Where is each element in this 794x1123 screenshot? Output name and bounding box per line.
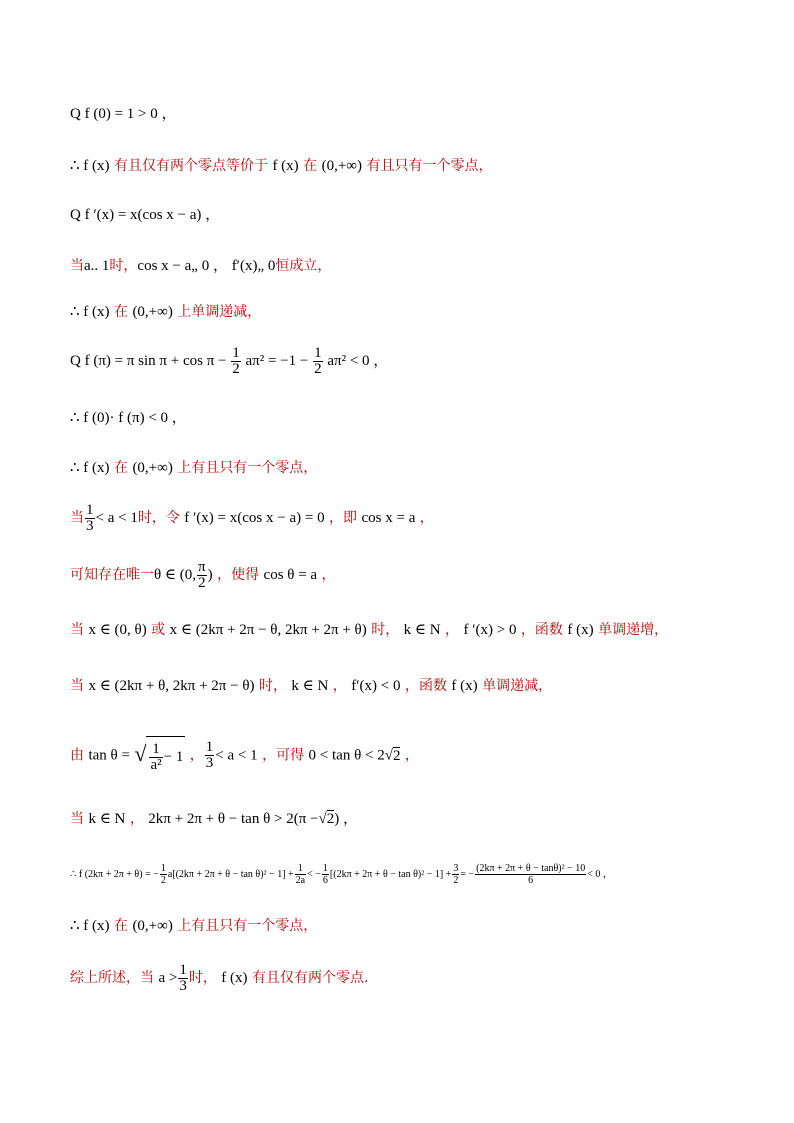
fraction-three-halves: $\frac{3}{2}$ xyxy=(453,863,459,887)
line-11: 当 x ∈ (0, θ) 或 x ∈ (2kπ + 2π − θ, 2kπ + 2π + θ) 时， k ∈ N ， f ′(x) > 0 ，函数 f (x) 单调递增， xyxy=(70,622,669,638)
line-14: 当 k ∈ N ， 2kπ + 2π + θ − tan θ > 2(π −√2) ， xyxy=(70,811,358,827)
fraction-one-over-a2: $\frac{1}{\text{a²}}$ xyxy=(150,741,162,774)
line-6: Q f (π) = π sin π + cos π − $\frac{1}{2}$ aπ² = −1 − $\frac{1}{2}$ aπ² < 0 ， xyxy=(70,345,389,378)
line-2: ∴ f (x) 有且仅有两个零点等价于 f (x) 在 (0,+∞) 有且只有一个零点， xyxy=(70,158,493,174)
line-5: ∴ f (x) 在 (0,+∞) 上单调递减， xyxy=(70,304,262,320)
line-4: 当a.. 1时，cos x − a„ 0 ， f′(x)„ 0恒成立， xyxy=(70,258,332,274)
fraction-half-2: $\frac{1}{2}$ xyxy=(314,345,322,378)
fraction-half-1: $\frac{1}{2}$ xyxy=(232,345,240,378)
fraction-half-3: $\frac{1}{2}$ xyxy=(160,863,166,887)
line-7: ∴ f (0)· f (π) < 0 ， xyxy=(70,410,187,426)
fraction-pi-half: $\frac{\pi}{2}$ xyxy=(198,558,206,591)
line-1: Q f (0) = 1 > 0 ， xyxy=(70,106,177,122)
fraction-one-over-2a: $\frac{1}{2a}$ xyxy=(295,863,306,887)
fraction-one-third-2: $\frac{1}{3}$ xyxy=(205,739,214,771)
line-17: 综上所述，当 a > $\frac{1}{3}$ 时， f (x) 有且仅有两个零点. xyxy=(70,961,369,994)
line-13: 由 tan θ = √ $\frac{1}{\text{a²}}$ − 1 ， $\frac{1}{3}$ < a < 1 ，可得 0 < tan θ < 2√2 ， xyxy=(70,734,419,777)
fraction-one-sixth: $\frac{1}{6}$ xyxy=(322,863,328,887)
sqrt-expression: √ $\frac{1}{\text{a²}}$ − 1 xyxy=(134,734,185,777)
line-12: 当 x ∈ (2kπ + θ, 2kπ + 2π − θ) 时， k ∈ N ， f′(x) < 0 ，函数 f (x) 单调递减， xyxy=(70,678,553,694)
line-10: 可知存在唯一θ ∈ (0, $\frac{\pi}{2}$ ) ，使得 cos θ = a ， xyxy=(70,558,336,591)
line-9: 当 $\frac{1}{3}$ < a < 1时，令 f ′(x) = x(cos x − a) = 0 ，即 cos x = a ， xyxy=(70,501,434,534)
line-16: ∴ f (x) 在 (0,+∞) 上有且只有一个零点， xyxy=(70,918,318,934)
fraction-one-third: $\frac{1}{3}$ xyxy=(86,501,94,534)
fraction-one-third-3: $\frac{1}{3}$ xyxy=(179,961,187,994)
line-3: Q f ′(x) = x(cos x − a) ， xyxy=(70,207,221,223)
line-8: ∴ f (x) 在 (0,+∞) 上有且只有一个零点， xyxy=(70,460,318,476)
line-15: ∴ f (2kπ + 2π + θ) = − $\frac{1}{2}$ a[(2kπ + 2π + θ − tan θ)² − 1] + $\frac{1}{2a}$ < − $\frac{1}{6}$ [(2kπ + 2π + θ − tan θ)² − 1] + $\frac{3}{2}$ = − $\frac{\text{(2kπ + 2π + θ − tanθ)² − 10}}{6}$ < 0 ， xyxy=(70,863,613,887)
fraction-big: $\frac{\text{(2kπ + 2π + θ − tanθ)² − 10}}{6}$ xyxy=(476,863,586,887)
